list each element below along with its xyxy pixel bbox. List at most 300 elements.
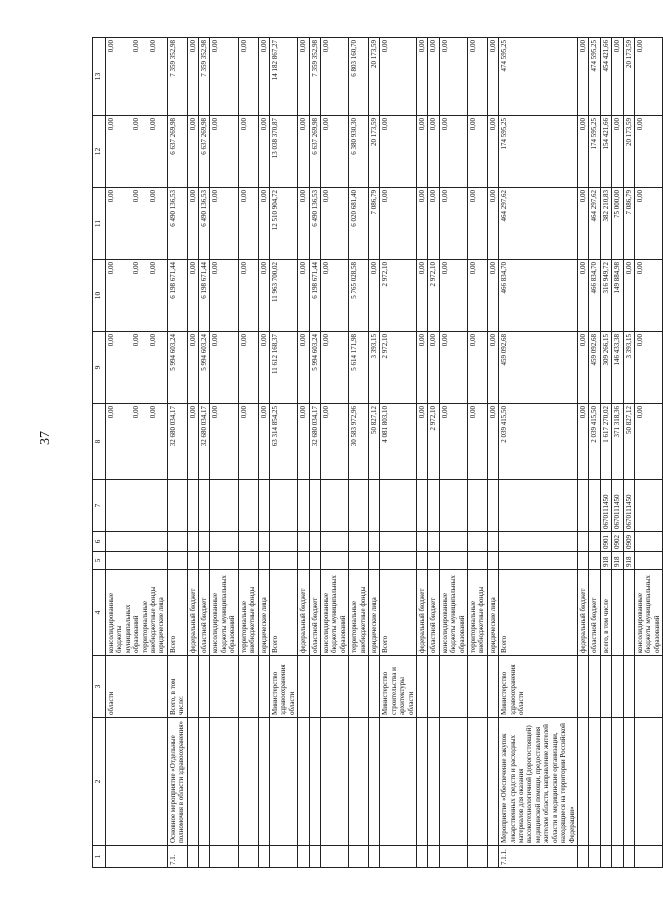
table-cell <box>600 718 611 846</box>
value-cell: 0,00 <box>428 116 439 188</box>
table-cell: юридические лица <box>487 570 498 656</box>
table-cell <box>320 846 348 868</box>
value-cell: 7 359 352,98 <box>199 38 210 116</box>
table-cell: областной бюджет <box>309 570 320 656</box>
table-cell <box>577 532 588 552</box>
value-cell: 0,00 <box>468 260 488 332</box>
value-cell: 0,00 <box>380 38 417 116</box>
table-row <box>589 38 600 868</box>
value-cell: 5 765 028,58 <box>349 260 369 332</box>
table-cell <box>439 552 467 570</box>
header-cell: 12 <box>93 116 106 188</box>
value-cell: 0,00 <box>577 404 588 480</box>
table-cell <box>238 480 258 532</box>
value-cell: 0,00 <box>468 38 488 116</box>
table-cell <box>487 532 498 552</box>
table-cell: 918 <box>600 552 611 570</box>
header-cell: 4 <box>93 570 106 656</box>
value-cell: 0,00 <box>298 404 309 480</box>
table-cell <box>320 656 348 718</box>
table-cell <box>623 570 634 656</box>
table-cell <box>309 552 320 570</box>
value-cell: 2 972,10 <box>380 260 417 332</box>
table-cell <box>349 718 369 846</box>
table-cell: Всего, в том числе: <box>167 656 187 718</box>
table-cell: 0670111450 <box>623 480 634 532</box>
table-cell <box>417 846 428 868</box>
value-cell: 0,00 <box>439 116 467 188</box>
table-cell <box>623 718 634 846</box>
value-cell: 11 612 168,37 <box>269 332 297 404</box>
header-cell: 1 <box>93 846 106 868</box>
table-cell <box>417 552 428 570</box>
table-cell: 0901 <box>600 532 611 552</box>
value-cell: 2 972,10 <box>428 404 439 480</box>
table-cell: 0,00 0,00 0,00 <box>106 38 168 116</box>
value-cell: 0,00 <box>298 332 309 404</box>
value-cell: 20 173,59 <box>623 116 634 188</box>
table-row <box>238 38 258 868</box>
table-cell <box>487 656 498 718</box>
cell-line: консолидированные бюджеты <box>107 593 124 653</box>
table-cell <box>309 846 320 868</box>
value-cell: 6 637 269,98 <box>167 116 187 188</box>
value-cell: 0,00 <box>210 404 238 480</box>
value-cell: 0,00 <box>258 404 269 480</box>
value-cell: 0,00 <box>320 404 348 480</box>
value-cell: 0,00 <box>187 332 198 404</box>
value-cell: 30 583 972,96 <box>349 404 369 480</box>
header-cell: 8 <box>93 404 106 480</box>
table-cell: 0,00 0,00 0,00 <box>106 404 168 480</box>
table-cell <box>238 552 258 570</box>
table-cell <box>634 718 662 846</box>
table-cell <box>368 552 379 570</box>
value-cell: 0,00 <box>487 332 498 404</box>
table-cell: Всего <box>167 570 187 656</box>
table-cell <box>187 846 198 868</box>
table-cell <box>199 532 210 552</box>
table-cell <box>187 552 198 570</box>
table-cell <box>417 480 428 532</box>
value-cell: 0,00 <box>320 188 348 260</box>
table-cell <box>269 718 297 846</box>
table-cell <box>499 552 578 570</box>
value-cell: 0,00 <box>577 38 588 116</box>
table-cell <box>106 532 168 552</box>
table-cell <box>612 718 623 846</box>
table-cell <box>634 532 662 552</box>
value-cell: 0,00 <box>577 116 588 188</box>
value-cell: 4 081 803,10 <box>380 404 417 480</box>
table-cell: консолидированные бюджеты муниципальных образований <box>439 570 467 656</box>
table-row <box>167 38 187 868</box>
table-cell <box>199 656 210 718</box>
table-cell <box>380 532 417 552</box>
header-cell: 3 <box>93 656 106 718</box>
table-cell <box>258 846 269 868</box>
table-cell <box>439 480 467 532</box>
table-cell <box>368 532 379 552</box>
value-cell: 20 173,59 <box>368 116 379 188</box>
table-cell <box>380 480 417 532</box>
table-cell <box>380 718 417 846</box>
table-cell: Основное мероприятие «Отдельные полномочия в области здравоохранения» <box>167 718 187 846</box>
table-cell <box>210 552 238 570</box>
header-cell: 11 <box>93 188 106 260</box>
table-cell <box>309 480 320 532</box>
table-cell <box>269 552 297 570</box>
value-cell: 0,00 <box>298 260 309 332</box>
value-cell: 6 020 681,40 <box>349 188 369 260</box>
table-cell <box>298 718 309 846</box>
table-cell <box>577 846 588 868</box>
value-cell: 0,00 <box>417 188 428 260</box>
value-cell: 174 595,25 <box>499 116 578 188</box>
table-cell <box>349 656 369 718</box>
table-cell: юридические лица <box>258 570 269 656</box>
value-cell: 154 421,66 <box>600 116 611 188</box>
value-cell: 0,00 <box>468 332 488 404</box>
table-cell: Всего <box>269 570 297 656</box>
table-cell <box>199 552 210 570</box>
table-cell <box>589 656 600 718</box>
value-cell: 0,00 <box>487 188 498 260</box>
value-cell: 0,00 <box>187 38 198 116</box>
value-cell: 0,00 <box>187 404 198 480</box>
table-row <box>309 38 320 868</box>
table-row <box>258 38 269 868</box>
table-row <box>320 38 348 868</box>
table-cell <box>106 552 168 570</box>
value-cell: 371 318,36 <box>612 404 623 480</box>
value-cell: 0,00 <box>238 332 258 404</box>
value-cell: 0,00 <box>258 38 269 116</box>
value-cell: 6 637 269,98 <box>309 116 320 188</box>
value-cell: 0,00 <box>298 188 309 260</box>
value-cell: 464 297,62 <box>589 188 600 260</box>
value-cell: 6 637 269,98 <box>199 116 210 188</box>
table-cell <box>298 532 309 552</box>
value-cell: 0,00 <box>428 38 439 116</box>
table-cell <box>468 718 488 846</box>
table-cell <box>320 532 348 552</box>
table-cell <box>210 718 238 846</box>
table-cell: Министерство здравоохранения области <box>499 656 578 718</box>
value-cell: 6 198 671,44 <box>167 260 187 332</box>
page-number: 37 <box>38 431 53 445</box>
table-cell: 0670111450 <box>600 480 611 532</box>
value-cell: 0,00 <box>298 38 309 116</box>
table-cell <box>298 846 309 868</box>
value-cell: 0,00 <box>320 260 348 332</box>
table-row <box>600 38 611 868</box>
table-cell <box>439 532 467 552</box>
table-cell <box>428 718 439 846</box>
table-cell: территориальные внебюджетные фонды <box>238 570 258 656</box>
table-cell <box>269 846 297 868</box>
table-cell: 0,00 0,00 0,00 <box>106 188 168 260</box>
table-cell <box>487 480 498 532</box>
table-cell <box>187 718 198 846</box>
value-cell: 0,00 <box>487 116 498 188</box>
value-cell: 0,00 <box>428 188 439 260</box>
value-cell: 2 039 415,50 <box>499 404 578 480</box>
table-cell <box>238 532 258 552</box>
table-row <box>612 38 623 868</box>
table-cell <box>612 846 623 868</box>
value-cell: 0,00 <box>210 332 238 404</box>
table-cell <box>634 656 662 718</box>
table-cell <box>468 532 488 552</box>
value-cell: 0,00 <box>210 188 238 260</box>
table-cell <box>258 552 269 570</box>
table-cell <box>428 532 439 552</box>
table-cell: Министерство здравоохранения области <box>269 656 297 718</box>
value-cell: 0,00 <box>634 404 662 480</box>
value-cell: 0,00 <box>634 188 662 260</box>
table-cell <box>499 532 578 552</box>
value-cell: 0,00 <box>187 116 198 188</box>
table-cell <box>269 480 297 532</box>
value-cell: 0,00 <box>210 260 238 332</box>
table-cell: областной бюджет <box>589 570 600 656</box>
table-cell <box>167 552 187 570</box>
table-cell <box>349 480 369 532</box>
value-cell: 0,00 <box>417 260 428 332</box>
table-cell: 7.1.1. <box>499 846 578 868</box>
table-row <box>487 38 498 868</box>
table-cell <box>106 718 168 846</box>
table-cell <box>634 480 662 532</box>
table-cell <box>487 718 498 846</box>
value-cell: 11 963 700,02 <box>269 260 297 332</box>
value-cell: 0,00 <box>258 260 269 332</box>
table-cell <box>600 846 611 868</box>
value-cell: 32 680 034,17 <box>199 404 210 480</box>
value-cell: 7 086,79 <box>623 188 634 260</box>
value-cell: 0,00 <box>380 188 417 260</box>
value-cell: 0,00 <box>238 404 258 480</box>
table-cell: областной бюджет <box>428 570 439 656</box>
table-row <box>269 38 297 868</box>
value-cell: 0,00 <box>487 404 498 480</box>
table-cell: областной бюджет <box>199 570 210 656</box>
value-cell: 5 994 603,24 <box>309 332 320 404</box>
table-cell <box>439 846 467 868</box>
header-cell: 7 <box>93 480 106 532</box>
table-cell: федеральный бюджет <box>187 570 198 656</box>
value-cell: 32 680 034,17 <box>167 404 187 480</box>
table-cell: 0902 <box>612 532 623 552</box>
value-cell: 0,00 <box>612 38 623 116</box>
table-cell <box>238 656 258 718</box>
table-cell: 918 <box>612 552 623 570</box>
table-cell <box>167 480 187 532</box>
value-cell: 20 173,59 <box>368 38 379 116</box>
value-cell: 0,00 <box>577 188 588 260</box>
value-cell: 1 617 270,02 <box>600 404 611 480</box>
table-cell <box>210 480 238 532</box>
table-cell: 0670111450 <box>612 480 623 532</box>
table-cell: федеральный бюджет <box>577 570 588 656</box>
column-number-row <box>93 38 106 868</box>
cell-line: юридические лица <box>157 597 166 653</box>
table-cell <box>187 480 198 532</box>
table-cell <box>487 552 498 570</box>
table-cell <box>349 846 369 868</box>
value-cell: 6 490 136,53 <box>167 188 187 260</box>
table-cell <box>106 846 168 868</box>
table-cell <box>612 656 623 718</box>
table-cell <box>320 718 348 846</box>
value-cell: 0,00 <box>320 116 348 188</box>
table-cell <box>577 552 588 570</box>
value-cell: 0,00 <box>258 116 269 188</box>
value-cell: 0,00 <box>320 38 348 116</box>
value-cell: 0,00 <box>634 38 662 116</box>
table-row <box>499 38 578 868</box>
table-row <box>468 38 488 868</box>
table-cell <box>368 480 379 532</box>
table-cell <box>368 718 379 846</box>
value-cell: 0,00 <box>577 260 588 332</box>
value-cell: 7 359 352,98 <box>309 38 320 116</box>
table-row <box>623 38 634 868</box>
value-cell: 0,00 <box>417 404 428 480</box>
table-cell <box>106 480 168 532</box>
table-row <box>210 38 238 868</box>
table-cell <box>238 846 258 868</box>
table-cell <box>468 846 488 868</box>
value-cell: 0,00 <box>238 188 258 260</box>
table-cell <box>298 480 309 532</box>
value-cell: 6 198 671,44 <box>309 260 320 332</box>
header-cell: 13 <box>93 38 106 116</box>
value-cell: 20 173,59 <box>623 38 634 116</box>
table-cell <box>298 552 309 570</box>
table-cell <box>187 532 198 552</box>
value-cell: 0,00 <box>210 116 238 188</box>
header-cell: 2 <box>93 718 106 846</box>
table-cell: области <box>106 656 168 718</box>
value-cell: 0,00 <box>634 332 662 404</box>
budget-table <box>92 37 663 868</box>
value-cell: 0,00 <box>487 38 498 116</box>
value-cell: 459 092,68 <box>499 332 578 404</box>
table-cell <box>577 718 588 846</box>
table-cell <box>589 846 600 868</box>
value-cell: 2 972,10 <box>428 260 439 332</box>
table-cell <box>199 718 210 846</box>
value-cell: 6 198 671,44 <box>199 260 210 332</box>
value-cell: 50 827,12 <box>623 404 634 480</box>
value-cell: 3 393,15 <box>623 332 634 404</box>
table-cell <box>187 656 198 718</box>
value-cell: 0,00 <box>187 188 198 260</box>
table-cell <box>269 532 297 552</box>
table-cell <box>238 718 258 846</box>
value-cell: 6 380 930,30 <box>349 116 369 188</box>
table-row <box>368 38 379 868</box>
value-cell: 6 490 136,53 <box>199 188 210 260</box>
table-cell <box>417 718 428 846</box>
value-cell: 0,00 <box>380 116 417 188</box>
value-cell: 5 614 171,98 <box>349 332 369 404</box>
value-cell: 5 994 603,24 <box>167 332 187 404</box>
value-cell: 0,00 <box>468 188 488 260</box>
table-cell <box>380 846 417 868</box>
value-cell: 0,00 <box>439 404 467 480</box>
value-cell: 0,00 <box>439 332 467 404</box>
table-cell <box>258 656 269 718</box>
table-cell: территориальные внебюджетные фонды <box>349 570 369 656</box>
table-cell <box>577 480 588 532</box>
budget-table-sheet <box>92 38 661 868</box>
value-cell: 146 433,38 <box>612 332 623 404</box>
value-cell: 466 834,70 <box>499 260 578 332</box>
table-cell <box>589 480 600 532</box>
cell-line: муниципальных образований <box>123 604 141 653</box>
table-cell <box>199 846 210 868</box>
value-cell: 5 994 603,24 <box>199 332 210 404</box>
value-cell: 13 038 370,87 <box>269 116 297 188</box>
value-cell: 0,00 <box>487 260 498 332</box>
value-cell: 6 803 160,70 <box>349 38 369 116</box>
table-cell <box>634 846 662 868</box>
table-cell <box>589 718 600 846</box>
value-cell: 0,00 <box>634 116 662 188</box>
table-cell: федеральный бюджет <box>417 570 428 656</box>
value-cell: 309 266,15 <box>600 332 611 404</box>
table-cell <box>634 552 662 570</box>
value-cell: 0,00 <box>417 332 428 404</box>
value-cell: 3 393,15 <box>368 332 379 404</box>
table-cell: Всего <box>499 570 578 656</box>
table-cell <box>368 656 379 718</box>
table-cell <box>309 718 320 846</box>
value-cell: 459 092,68 <box>589 332 600 404</box>
value-cell: 149 884,98 <box>612 260 623 332</box>
value-cell: 0,00 <box>468 404 488 480</box>
table-cell <box>417 656 428 718</box>
value-cell: 63 314 854,25 <box>269 404 297 480</box>
value-cell: 0,00 <box>634 260 662 332</box>
value-cell: 174 595,25 <box>589 116 600 188</box>
value-cell: 0,00 <box>417 38 428 116</box>
header-cell: 6 <box>93 532 106 552</box>
value-cell: 0,00 <box>612 116 623 188</box>
header-cell: 9 <box>93 332 106 404</box>
table-cell <box>258 532 269 552</box>
table-cell <box>320 480 348 532</box>
value-cell: 32 680 034,17 <box>309 404 320 480</box>
table-cell: 7.1. <box>167 846 187 868</box>
table-cell: Мероприятие «Обеспечение закупок лекарственных средств и расходных материалов для оказания высокотехнологичной (дорогостоящей) медицинской помощи, предоставления жителям области, направление жителей области в медицинские организации, находящиеся на территории Российской Федерации» <box>499 718 578 846</box>
table-cell <box>589 552 600 570</box>
table-cell <box>468 656 488 718</box>
value-cell: 474 595,25 <box>589 38 600 116</box>
value-cell: 466 834,70 <box>589 260 600 332</box>
value-cell: 0,00 <box>238 260 258 332</box>
cell-line: территориальные внебюджетные фонды <box>140 586 158 653</box>
table-cell <box>210 656 238 718</box>
value-cell: 12 510 904,72 <box>269 188 297 260</box>
table-cell <box>428 552 439 570</box>
value-cell: 0,00 <box>623 260 634 332</box>
table-cell <box>349 532 369 552</box>
table-cell <box>368 846 379 868</box>
